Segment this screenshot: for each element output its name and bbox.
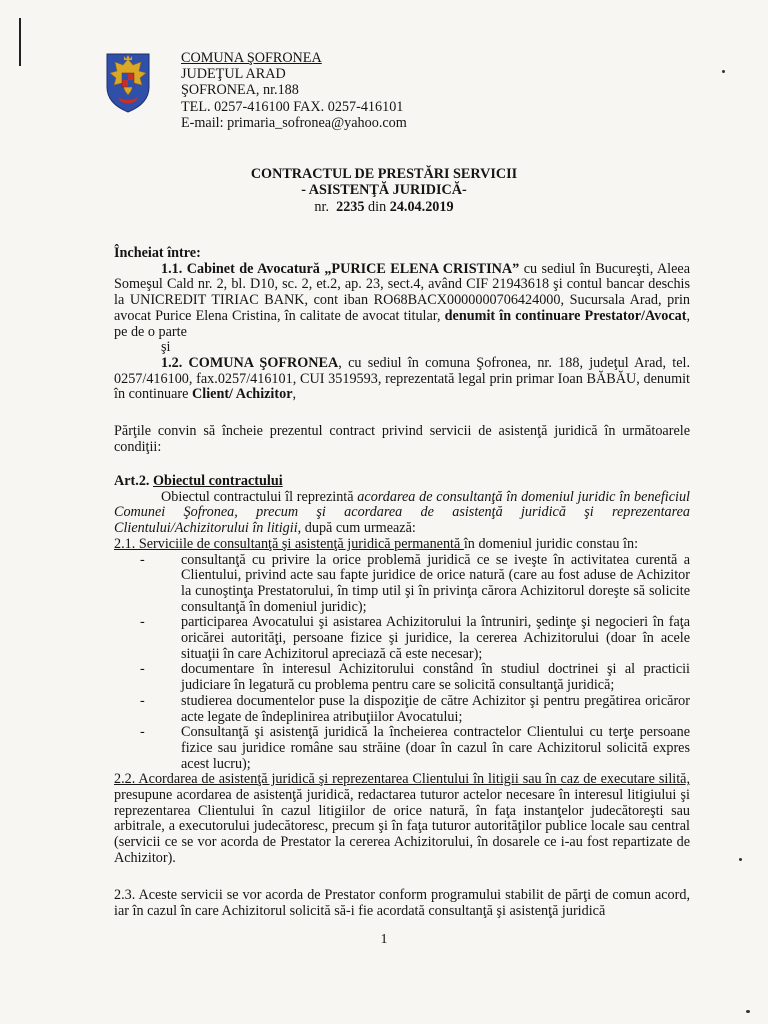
page-number: 1 — [380, 932, 388, 947]
contract-number: 2235 — [336, 199, 365, 215]
list-item: - studierea documentelor puse la dispoziţie de către Achizitor şi pentru pregătirea oricăror acte legate de îndeplinirea atribuţiilor Avocatului; — [140, 692, 690, 725]
letterhead-county: JUDEŢUL ARAD — [181, 66, 286, 83]
scan-speck — [746, 1010, 750, 1013]
list-item: - Consultanţă şi asistenţă juridică la încheierea contractelor Clientului cu terţe persoane fizice sau juridice române sau străine (doar în cazul în care Achizitorul solicită expres acest lucru); — [140, 724, 690, 772]
list-item: - documentare în interesul Achizitorului constând în studiul doctrinei şi al practicii judiciare în legatură cu problema pentru care se solicită consultanţă juridică; — [140, 661, 690, 694]
scan-speck — [739, 858, 742, 861]
and-connector: şi — [161, 339, 171, 356]
contract-body — [114, 246, 690, 403]
letterhead-address: ŞOFRONEA, nr.188 — [181, 82, 299, 99]
article-2-heading: Art.2. Obiectul contractului — [114, 473, 283, 489]
agreement-text: Părţile convin să încheie prezentul contract privind servicii de asistenţă juridică în următoarele condiţii: — [114, 423, 690, 455]
number-din: din — [368, 199, 387, 215]
list-item: - consultanţă cu privire la orice problemă juridică ce se iveşte în activitatea curentă a Clientului, privind acte sau fapte juridice de orice natură (care au fost aduse de Achizitor la cunoştinţa Prestatorului, în timp util şi în privinţa cărora Achizitorul doreşte să solicite consultanţă în domeniul juridic); — [140, 551, 690, 615]
margin-mark — [19, 18, 21, 66]
letterhead — [181, 50, 407, 131]
number-prefix: nr. — [314, 199, 330, 215]
contract-subtitle: - ASISTENŢĂ JURIDICĂ- — [301, 182, 467, 198]
scan-speck — [722, 70, 725, 73]
contract-date: 24.04.2019 — [389, 199, 454, 215]
agreement-block — [114, 424, 690, 455]
services-list — [114, 553, 690, 773]
coat-of-arms-icon — [104, 51, 152, 113]
section-2-1: 2.1. Serviciile de consultanţă şi asistenţă juridică permanentă în domeniul juridic constau în: — [114, 535, 639, 552]
contract-title: CONTRACTUL DE PRESTĂRI SERVICII — [250, 166, 518, 182]
article-2-intro: Obiectul contractului îl reprezintă acordarea de consultanţă în domeniul juridic în beneficiul Comunei Şofronea, precum şi acordarea de asistenţă juridică şi reprezentarea Clientului/Achizitorului în litigii, după cum urmează: — [114, 488, 690, 537]
article-2 — [114, 474, 690, 867]
section-2-3-block — [114, 888, 690, 919]
party-1: 1.1. Cabinet de Avocatură „PURICE ELENA CRISTINA” cu sediul în Bucureşti, Aleea Someşul Cald nr. 2, bl. D10, sc. 2, et.2, ap. 23, sect.4, având CIF 21943618 şi contul bancar deschis la UNICREDIT TIRIAC BANK, cont iban RO68BACX0000000706424000, Sucursala Arad, prin avocat Purice Elena Cristina, în calitate de avocat titular, denumit în continuare Prestator/Avocat, pe de o parte — [114, 260, 690, 340]
contract-number-line — [0, 199, 768, 216]
letterhead-email: E-mail: primaria_sofronea@yahoo.com — [181, 114, 407, 131]
list-item: - participarea Avocatului şi asistarea Achizitorului la întruniri, şedinţe şi negocieri în faţa oricărei autorităţi, persoane fizice şi juridice, la cererea Achizitorului (doar în acele situaţii în care Achizitorul apreciază că este necesar); — [140, 614, 690, 662]
party-2: 1.2. COMUNA ŞOFRONEA, cu sediul în comuna Şofronea, nr. 188, judeţul Arad, tel. 0257/416100, fax.0257/416101, CUI 3519593, reprezentată legal prin primar Ioan BĂBĂU, denumit în continuare Client/ Achizitor, — [114, 354, 691, 403]
intro-heading: Încheiat între: — [114, 245, 201, 261]
letterhead-phone-fax: TEL. 0257-416100 FAX. 0257-416101 — [181, 98, 404, 115]
section-2-2: 2.2. Acordarea de asistenţă juridică şi reprezentarea Clientului în litigii sau în caz de executare silită, presupune acordarea de asistenţă juridică, redactarea tuturor actelor necesare în interesul litigiului şi reprezentarea Clientului în cazul litigiilor de orice natură, în faţa instanţelor judecătoreşti sau arbitrale, a executorului judecătoresc, precum şi în faţa tuturor autorităţilor publice locale sau central (servicii ce se vor acorda de Prestator la cererea Achizitorului, în dosarele ce i-au fost repartizate de Achizitor). — [114, 771, 690, 866]
letterhead-commune: COMUNA ŞOFRONEA — [181, 50, 322, 66]
section-2-3: 2.3. Aceste servicii se vor acorda de Prestator conform programului stabilit de părţi de comun acord, iar în cazul în care Achizitorul solicită să-i fie acordată consultanţă şi asistenţă juridică — [114, 887, 690, 919]
